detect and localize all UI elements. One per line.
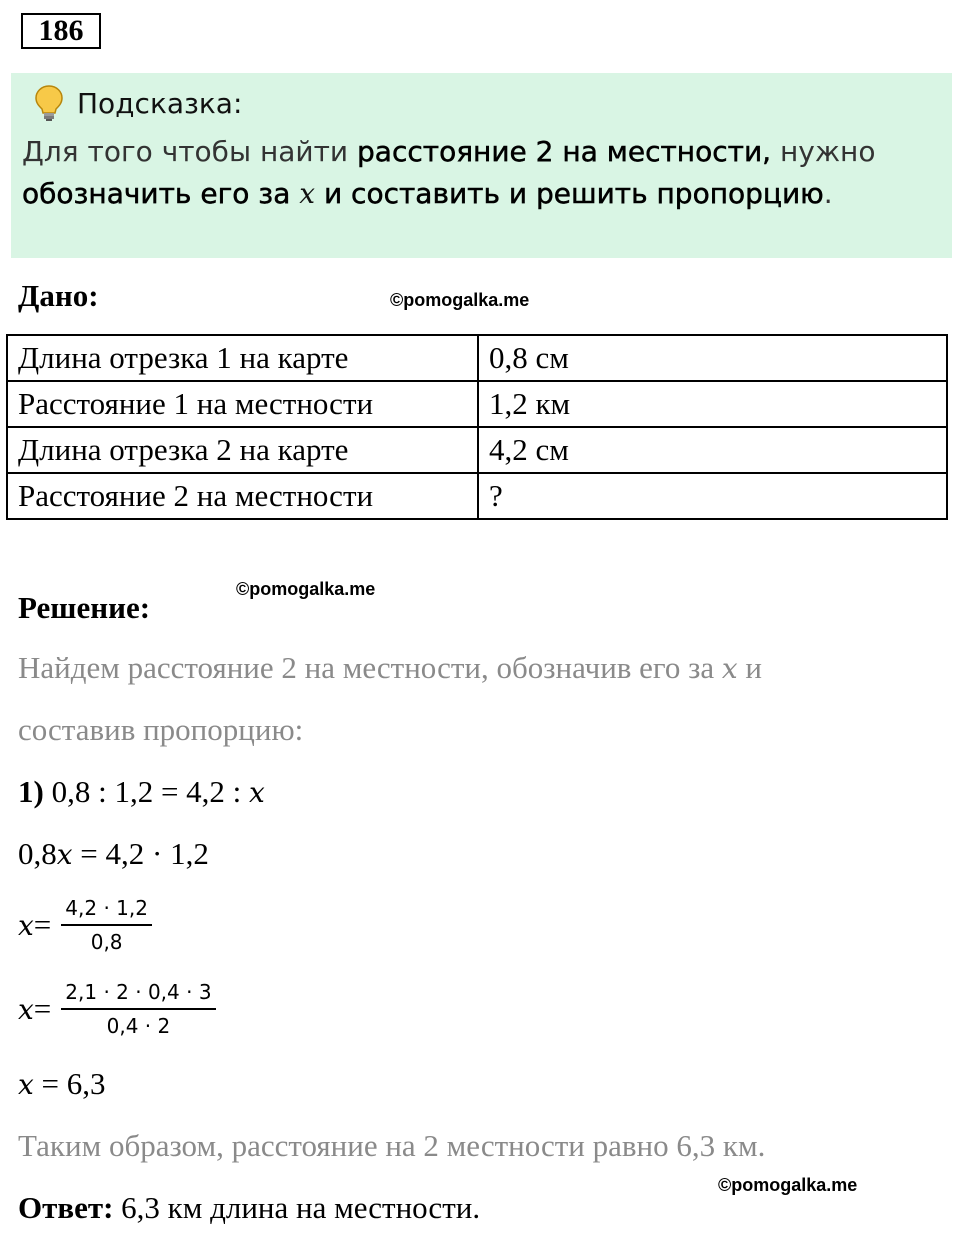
answer-label: Ответ: <box>18 1190 114 1225</box>
equation-3-fraction <box>18 896 152 954</box>
solution-intro-line-2: составив пропорцию: <box>18 712 304 747</box>
intro-text: и <box>737 650 763 685</box>
table-cell-label: Расстояние 2 на местности <box>7 473 478 519</box>
hint-variable: x <box>299 177 316 210</box>
table-row <box>7 427 947 473</box>
table-cell-label: Расстояние 1 на местности <box>7 381 478 427</box>
hint-title-text: Подсказка: <box>77 86 243 120</box>
fraction <box>61 980 215 1038</box>
equation-variable: x <box>18 1068 34 1101</box>
fraction-numerator: 4,2 · 1,2 <box>61 896 152 926</box>
equation-variable: x <box>18 992 34 1026</box>
fraction <box>61 896 152 954</box>
table-row <box>7 381 947 427</box>
answer-text: 6,3 км длина на местности. <box>113 1190 481 1225</box>
hint-text-part: . <box>823 177 833 210</box>
equation-4-fraction <box>18 980 216 1038</box>
solution-conclusion: Таким образом, расстояние на 2 местности равно 6,3 км. <box>18 1128 766 1163</box>
equation-variable: x <box>249 776 265 809</box>
equation-text: 0,8 <box>18 836 57 871</box>
equation-2 <box>18 836 209 872</box>
fraction-denominator: 0,8 <box>90 930 123 954</box>
table-cell-label: Длина отрезка 2 на карте <box>7 427 478 473</box>
hint-text-part: Для того чтобы найти <box>22 135 358 168</box>
step-label: 1) <box>18 774 44 809</box>
hint-title <box>33 83 242 123</box>
step-1-equation <box>18 774 265 810</box>
watermark: ©pomogalka.me <box>236 579 376 599</box>
watermark: ©pomogalka.me <box>718 1175 858 1195</box>
table-cell-value: 0,8 см <box>478 335 947 381</box>
intro-text: Найдем расстояние 2 на местности, обозначив его за <box>18 650 722 685</box>
hint-text-bold: расстояние 2 на местности, <box>357 135 772 168</box>
problem-number: 186 <box>21 13 101 49</box>
fraction-numerator: 2,1 · 2 · 0,4 · 3 <box>61 980 215 1010</box>
table-cell-value: 1,2 км <box>478 381 947 427</box>
hint-text-part: нужно <box>771 135 876 168</box>
lightbulb-icon <box>33 84 65 122</box>
table-row <box>7 473 947 519</box>
table-cell-value: ? <box>478 473 947 519</box>
hint-text-bold: и составить и решить пропорцию <box>315 177 824 210</box>
equals-sign: = <box>33 907 52 942</box>
given-table <box>6 334 948 520</box>
intro-variable: x <box>721 652 738 685</box>
hint-text <box>22 131 922 215</box>
table-cell-value: 4,2 см <box>478 427 947 473</box>
equation-variable: x <box>56 838 73 871</box>
table-row <box>7 335 947 381</box>
solution-heading: Решение: <box>18 590 151 625</box>
hint-box <box>11 73 952 258</box>
hint-text-bold: обозначить его за <box>22 177 300 210</box>
given-heading: Дано: <box>18 278 99 313</box>
solution-intro-line-1 <box>18 650 762 686</box>
answer-line <box>18 1190 480 1226</box>
equation-text: = 6,3 <box>33 1066 106 1101</box>
equation-variable: x <box>18 908 34 942</box>
table-cell-label: Длина отрезка 1 на карте <box>7 335 478 381</box>
fraction-denominator: 0,4 · 2 <box>106 1014 171 1038</box>
equals-sign: = <box>33 991 52 1026</box>
equation-text: 0,8 : 1,2 = 4,2 : <box>43 774 250 809</box>
equation-text: = 4,2 · 1,2 <box>72 836 209 871</box>
watermark: ©pomogalka.me <box>390 290 530 310</box>
equation-result <box>18 1066 106 1102</box>
